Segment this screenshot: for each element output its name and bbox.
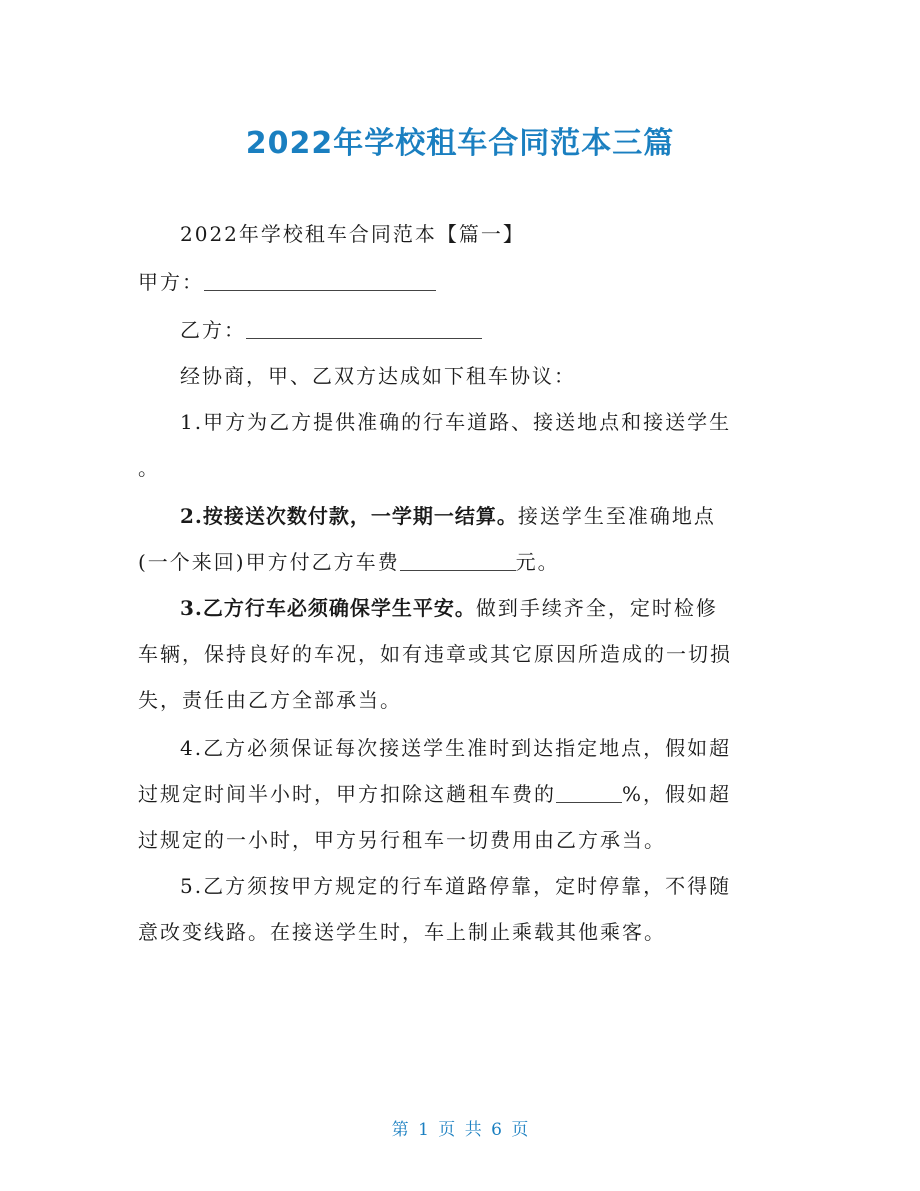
clause-5-line-1: 5.乙方须按甲方规定的行车道路停靠，定时停靠，不得随: [180, 874, 732, 898]
clause-3-line-2: 车辆，保持良好的车况，如有违章或其它原因所造成的一切损: [138, 642, 732, 666]
party-b-blank: [246, 318, 482, 339]
clause-3-text: 做到手续齐全，定时检修: [475, 596, 718, 620]
party-b-line: [180, 316, 830, 344]
fee-blank: [400, 550, 516, 571]
clause-3-line-3: 失，责任由乙方全部承当。: [138, 688, 402, 712]
clause-4-line-2: [138, 780, 788, 808]
clause-4-text-a: 过规定时间半小时，甲方扣除这趟租车费的: [138, 782, 556, 806]
clause-2-heading: 2.按接送次数付款，一学期一结算。: [180, 504, 518, 528]
party-a-label: 甲方：: [138, 270, 204, 294]
clause-2-text: 接送学生至准确地点: [517, 504, 716, 528]
clause-2-line-1: [180, 502, 830, 530]
clause-4-line-3: 过规定的一小时，甲方另行租车一切费用由乙方承当。: [138, 828, 666, 852]
section-heading: 2022年学校租车合同范本【篇一】: [180, 222, 525, 246]
party-b-label: 乙方：: [180, 318, 246, 342]
page-footer: 第 1 页 共 6 页: [391, 1120, 529, 1140]
clause-2-line-2: [138, 548, 788, 576]
clause-3-line-1: [180, 594, 830, 622]
party-a-blank: [204, 270, 436, 291]
clause-5-line-2: 意改变线路。在接送学生时，车上制止乘载其他乘客。: [138, 920, 666, 944]
percent-blank: [556, 782, 622, 803]
intro-text: 经协商，甲、乙双方达成如下租车协议：: [180, 364, 576, 388]
clause-2-text-b: 元。: [515, 550, 560, 574]
clause-1-line-2: 。: [138, 456, 160, 480]
document-title: 2022年学校租车合同范本三篇: [245, 126, 675, 161]
clause-3-heading: 3.乙方行车必须确保学生平安。: [180, 596, 476, 620]
clause-1-line-1: 1.甲方为乙方提供准确的行车道路、接送地点和接送学生: [180, 410, 732, 434]
clause-2-text-a: (一个来回)甲方付乙方车费: [138, 550, 400, 574]
clause-4-line-1: 4.乙方必须保证每次接送学生准时到达指定地点，假如超: [180, 736, 732, 760]
party-a-line: [138, 268, 788, 296]
clause-4-text-b: %，假如超: [622, 782, 732, 806]
